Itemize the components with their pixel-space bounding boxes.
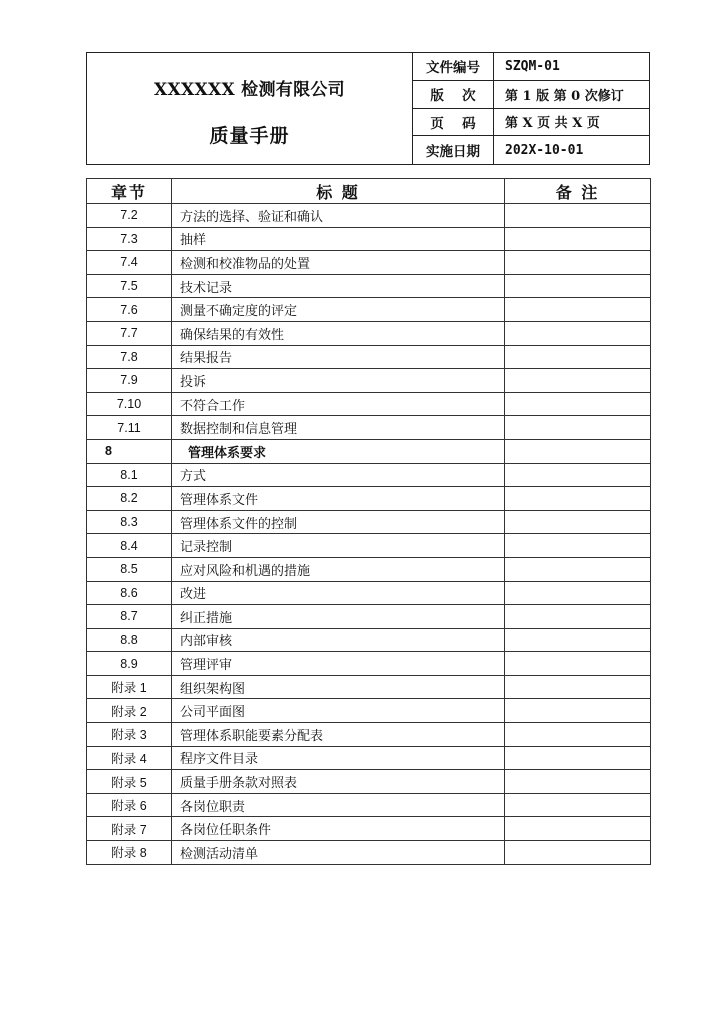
table-row [87,534,651,558]
chapter-cell: 8.4 [87,534,172,558]
note-cell [505,487,651,511]
chapter-cell: 7.4 [87,251,172,275]
table-body [87,204,651,865]
chapter-cell: 附录 7 [87,817,172,841]
table-row [87,321,651,345]
table-row [87,274,651,298]
chapter-cell: 8.7 [87,605,172,629]
table-row [87,793,651,817]
note-cell [505,770,651,794]
note-cell [505,274,651,298]
title-cell: 确保结果的有效性 [172,321,505,345]
note-cell [505,723,651,747]
title-cell: 结果报告 [172,345,505,369]
table-row [87,699,651,723]
chapter-cell: 7.5 [87,274,172,298]
header-title-cell [87,53,413,164]
title-cell: 组织架构图 [172,675,505,699]
title-cell: 记录控制 [172,534,505,558]
note-cell [505,416,651,440]
chapter-cell: 8.8 [87,628,172,652]
table-row [87,770,651,794]
table-row [87,345,651,369]
note-cell [505,392,651,416]
title-cell: 技术记录 [172,274,505,298]
table-row [87,581,651,605]
manual-title: 质量手册 [209,125,290,147]
chapter-cell: 附录 5 [87,770,172,794]
note-cell [505,652,651,676]
table-row [87,652,651,676]
header-meta-grid [413,53,649,164]
title-cell: 各岗位任职条件 [172,817,505,841]
chapter-cell: 7.9 [87,369,172,393]
chapter-cell: 附录 4 [87,746,172,770]
note-cell [505,675,651,699]
meta-label: 实施日期 [413,136,494,164]
table-row [87,557,651,581]
chapter-cell: 7.7 [87,321,172,345]
meta-row-doc-number [413,53,649,81]
note-cell [505,204,651,228]
title-cell: 管理体系文件的控制 [172,510,505,534]
chapter-cell: 附录 3 [87,723,172,747]
note-cell [505,746,651,770]
chapter-cell: 8.3 [87,510,172,534]
table-row [87,204,651,228]
table-row [87,605,651,629]
meta-row-page [413,109,649,137]
company-name: XXXXXX 检测有限公司 [154,80,345,100]
note-cell [505,534,651,558]
chapter-cell: 7.8 [87,345,172,369]
note-cell [505,581,651,605]
title-cell: 管理评审 [172,652,505,676]
meta-value: 202X-10-01 [505,142,584,158]
meta-row-edition [413,81,649,109]
title-cell: 公司平面图 [172,699,505,723]
column-header-title: 标 题 [172,179,505,204]
meta-label: 版 次 [413,81,494,108]
note-cell [505,227,651,251]
column-header-note: 备 注 [505,179,651,204]
title-cell: 管理体系职能要素分配表 [172,723,505,747]
chapter-cell: 7.11 [87,416,172,440]
note-cell [505,605,651,629]
title-cell: 抽样 [172,227,505,251]
title-cell: 投诉 [172,369,505,393]
chapter-cell: 8.2 [87,487,172,511]
title-cell: 纠正措施 [172,605,505,629]
table-row [87,675,651,699]
title-cell: 检测和校准物品的处置 [172,251,505,275]
title-cell: 质量手册条款对照表 [172,770,505,794]
table-header-row [87,179,651,204]
table-row [87,746,651,770]
title-cell: 数据控制和信息管理 [172,416,505,440]
note-cell [505,699,651,723]
note-cell [505,557,651,581]
chapter-cell: 7.10 [87,392,172,416]
table-row [87,298,651,322]
note-cell [505,321,651,345]
note-cell [505,510,651,534]
note-cell [505,345,651,369]
table-row [87,369,651,393]
table-row [87,416,651,440]
title-cell: 各岗位职责 [172,793,505,817]
note-cell [505,817,651,841]
document-header [86,52,650,165]
column-header-chapter: 章节 [87,179,172,204]
title-cell: 方法的选择、验证和确认 [172,204,505,228]
chapter-cell: 附录 8 [87,841,172,865]
title-cell: 内部审核 [172,628,505,652]
table-row [87,251,651,275]
table-row [87,463,651,487]
chapter-cell: 8.1 [87,463,172,487]
meta-value: 第 X 页 共 X 页 [505,116,600,132]
chapter-cell: 8.5 [87,557,172,581]
table-row [87,227,651,251]
table-row [87,487,651,511]
title-cell: 方式 [172,463,505,487]
meta-label: 页 码 [413,109,494,136]
contents-table [86,178,651,865]
note-cell [505,841,651,865]
note-cell [505,463,651,487]
title-cell: 改进 [172,581,505,605]
title-cell: 检测活动清单 [172,841,505,865]
meta-value: 第 1 版 第 0 次修订 [505,88,624,104]
note-cell [505,439,651,463]
chapter-cell: 附录 6 [87,793,172,817]
table-row [87,439,651,463]
chapter-cell: 附录 2 [87,699,172,723]
table-row [87,510,651,534]
title-cell: 不符合工作 [172,392,505,416]
note-cell [505,251,651,275]
table-row [87,841,651,865]
chapter-cell: 7.6 [87,298,172,322]
title-cell: 应对风险和机遇的措施 [172,557,505,581]
chapter-cell: 8 [87,439,172,463]
meta-label: 文件编号 [413,53,494,80]
meta-value: SZQM-01 [505,58,560,74]
title-cell: 管理体系文件 [172,487,505,511]
title-cell: 测量不确定度的评定 [172,298,505,322]
note-cell [505,369,651,393]
title-cell: 管理体系要求 [172,439,505,463]
chapter-cell: 7.2 [87,204,172,228]
note-cell [505,298,651,322]
note-cell [505,793,651,817]
note-cell [505,628,651,652]
chapter-cell: 附录 1 [87,675,172,699]
table-row [87,817,651,841]
chapter-cell: 7.3 [87,227,172,251]
table-row [87,628,651,652]
title-cell: 程序文件目录 [172,746,505,770]
chapter-cell: 8.6 [87,581,172,605]
table-row [87,392,651,416]
table-row [87,723,651,747]
chapter-cell: 8.9 [87,652,172,676]
meta-row-effective-date [413,136,649,164]
